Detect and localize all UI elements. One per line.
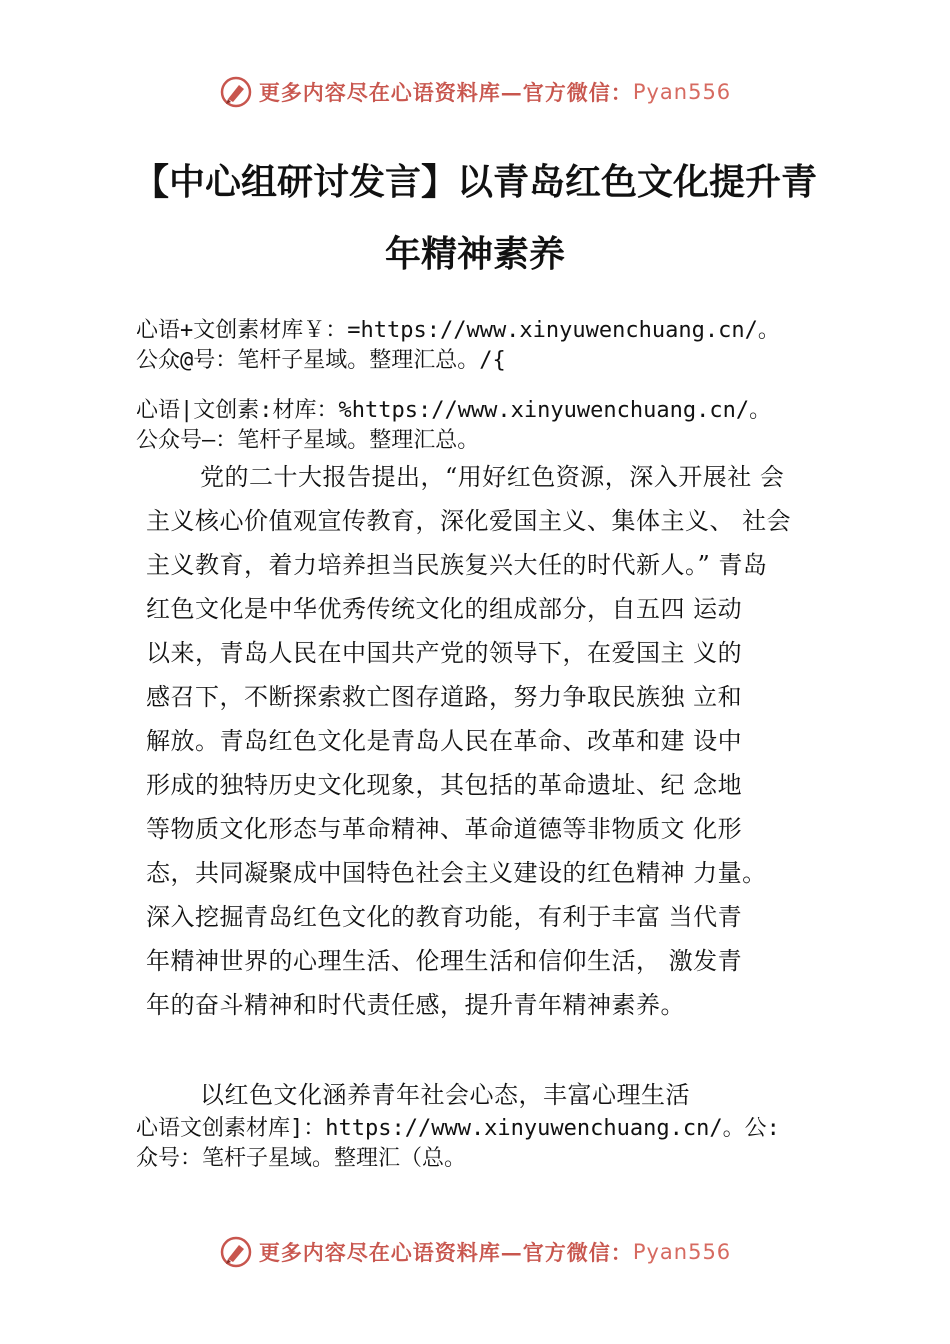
paragraph-line: 年的奋斗精神和时代责任感，提升青年精神素养。 (146, 991, 685, 1019)
paragraph-line: 态，共同凝聚成中国特色社会主义建设的红色精神 力量。 (146, 859, 767, 887)
paragraph-line: 形成的独特历史文化现象，其包括的革命遗址、纪 念地 (146, 771, 743, 799)
paragraph-line: 主义核心价值观宣传教育，深化爱国主义、集体主义、 社会 (146, 507, 792, 535)
paragraph-line: 党的二十大报告提出，“用好红色资源，深入开展社 会 (200, 463, 785, 491)
watermark-site-text: 更多内容尽在心语资料库—官方微信： (258, 1240, 633, 1265)
section-heading: 以红色文化涵养青年社会心态，丰富心理生活 (200, 1081, 690, 1109)
ad-line: 公众@号：笔杆子星域。整理汇总。/{ (136, 348, 506, 373)
pen-logo-icon (219, 75, 253, 109)
paragraph-line: 年精神世界的心理生活、伦理生活和信仰生活， 激发青 (146, 947, 743, 975)
paragraph-line: 以来，青岛人民在中国共产党的领导下，在爱国主 义的 (146, 639, 743, 667)
paragraph-line: 等物质文化形态与革命精神、革命道德等非物质文 化形 (146, 815, 743, 843)
ad-line: 心语+文创素材库￥：=https://www.xinyuwenchuang.cn/。 (136, 318, 780, 343)
pen-logo-icon (219, 1235, 253, 1269)
ad-line: 公众号—：笔杆子星域。整理汇总。 (136, 428, 480, 453)
paragraph-line: 红色文化是中华优秀传统文化的组成部分，自五四 运动 (146, 595, 743, 623)
paragraph-line: 深入挖掘青岛红色文化的教育功能，有利于丰富 当代青 (146, 903, 743, 931)
watermark-banner-bottom (0, 1232, 950, 1272)
ad-line: 众号：笔杆子星域。整理汇（总。 (136, 1146, 467, 1171)
watermark-banner-top (0, 72, 950, 112)
watermark-site-text: 更多内容尽在心语资料库—官方微信： (258, 80, 633, 105)
paragraph-line: 解放。青岛红色文化是青岛人民在革命、改革和建 设中 (146, 727, 743, 755)
ad-line: 心语|文创素:材库：%https://www.xinyuwenchuang.cn/。 (136, 398, 772, 423)
document-title-line-1: 【中心组研讨发言】以青岛红色文化提升青 (132, 162, 817, 203)
paragraph-line: 主义教育，着力培养担当民族复兴大任的时代新人。” 青岛 (146, 551, 768, 579)
document-title-line-2: 年精神素养 (384, 234, 565, 275)
ad-line: 心语文创素材库]：https://www.xinyuwenchuang.cn/。公: (136, 1116, 780, 1141)
watermark-wechat-id: Pyan556 (632, 80, 732, 104)
watermark-wechat-id: Pyan556 (632, 1240, 732, 1264)
paragraph-line: 感召下，不断探索救亡图存道路，努力争取民族独 立和 (146, 683, 743, 711)
